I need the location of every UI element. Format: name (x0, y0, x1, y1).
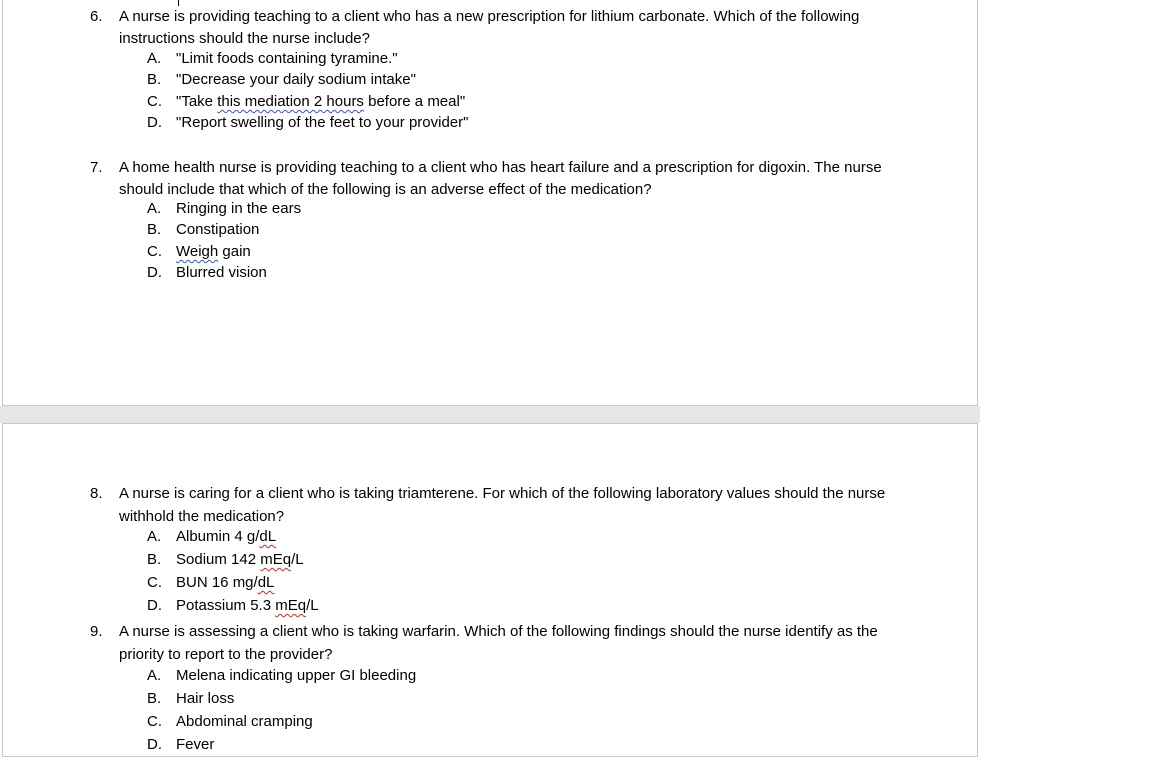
option-text: Blurred vision (176, 264, 267, 281)
page-separator (0, 406, 980, 423)
option-letter: A. (147, 667, 162, 684)
option-text-post: /L (291, 551, 304, 568)
option-text: "Decrease your daily sodium intake" (176, 71, 416, 88)
option-text: Melena indicating upper GI bleeding (176, 667, 417, 684)
option-text: Constipation (176, 221, 260, 238)
option-letter: A. (147, 50, 162, 67)
option-text (176, 574, 274, 591)
question-text: A nurse is providing teaching to a client who has a new prescription for lithium carbonate. Which of the following instructions should the nurse include? (119, 8, 860, 47)
option-letter: D. (147, 736, 162, 753)
option-letter: A. (147, 528, 162, 545)
option-text: Ringing in the ears (176, 200, 302, 217)
grammar-flag[interactable]: Weigh (176, 243, 219, 260)
spelling-flag[interactable]: mEq (275, 597, 307, 614)
grammar-flag[interactable]: this mediation 2 hours (217, 93, 364, 110)
document-page-2[interactable] (2, 423, 978, 757)
option-text (176, 551, 304, 568)
option-letter: B. (147, 71, 162, 88)
question-text: A nurse is assessing a client who is taking warfarin. Which of the following findings should the nurse identify as the priority to report to the provider? (119, 623, 878, 663)
option-text (176, 243, 251, 260)
option-text-pre: Potassium 5.3 (176, 597, 276, 614)
question-number: 6. (90, 8, 103, 25)
option-letter: A. (147, 200, 162, 217)
option-text: Abdominal cramping (176, 713, 313, 730)
option-text (176, 93, 465, 110)
option-letter: C. (147, 574, 162, 591)
option-text (176, 597, 319, 614)
spelling-flag[interactable]: dL (257, 574, 275, 591)
option-text: "Report swelling of the feet to your provider" (176, 114, 469, 131)
option-text-post: /L (306, 597, 319, 614)
question-number: 8. (90, 485, 103, 502)
option-letter: B. (147, 690, 162, 707)
option-text: Fever (176, 736, 215, 753)
question-number: 7. (90, 159, 103, 176)
option-text: Hair loss (176, 690, 235, 707)
option-text-pre: BUN 16 mg/ (176, 574, 258, 591)
option-text-pre: Albumin 4 g/ (176, 528, 260, 545)
question-number: 9. (90, 623, 103, 640)
spelling-flag[interactable]: mEq (260, 551, 292, 568)
spelling-flag[interactable]: dL (259, 528, 277, 545)
option-text-pre: "Take (176, 93, 218, 110)
option-text (176, 528, 276, 545)
document-page-1[interactable] (2, 0, 978, 406)
option-text: "Limit foods containing tyramine." (176, 50, 398, 67)
option-letter: B. (147, 551, 162, 568)
option-letter: C. (147, 713, 162, 730)
option-text-pre: Sodium 142 (176, 551, 261, 568)
option-letter: D. (147, 597, 162, 614)
question-text: A home health nurse is providing teaching to a client who has heart failure and a prescription for digoxin. The nurse should include that which of the following is an adverse effect of the medication? (119, 159, 882, 198)
option-letter: C. (147, 243, 162, 260)
option-text-post: gain (218, 243, 251, 260)
question-text: A nurse is caring for a client who is taking triamterene. For which of the following laboratory values should the nurse withhold the medication? (119, 485, 886, 525)
option-text-post: before a meal" (363, 93, 466, 110)
option-letter: B. (147, 221, 162, 238)
option-letter: D. (147, 264, 162, 281)
option-letter: D. (147, 114, 162, 131)
option-letter: C. (147, 93, 162, 110)
